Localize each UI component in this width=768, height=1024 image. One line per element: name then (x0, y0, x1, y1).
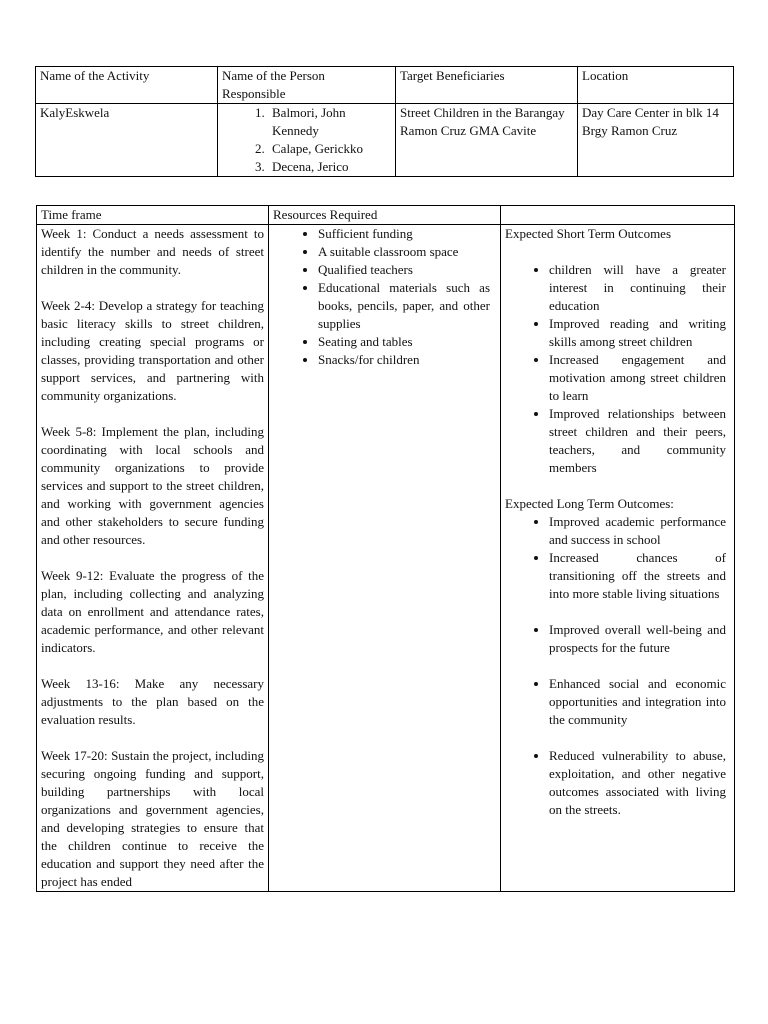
resource-item: • A suitable classroom space (318, 243, 496, 261)
resource-item: • Seating and tables (318, 333, 496, 351)
short-term-item: • Improved relationships between street children and their peers, teachers, and community members (549, 405, 730, 477)
long-term-title: Expected Long Term Outcomes: (505, 496, 674, 511)
header-beneficiaries: Target Beneficiaries (396, 67, 578, 104)
timeframe-item: Week 2-4: Develop a strategy for teaching basic literacy skills to street children, including creating special programs or classes, providing transportation and other support services, and partnering with community organizations. (41, 298, 264, 403)
short-term-item: • Increased engagement and motivation among street children to learn (549, 351, 730, 405)
header-resources: Resources Required (269, 206, 501, 225)
header-location: Location (578, 67, 734, 104)
long-term-item: • Improved overall well-being and prospects for the future (549, 621, 730, 657)
person-item: 1. Balmori, John Kennedy (268, 104, 391, 140)
persons-list (222, 104, 391, 176)
timeframe-item: Week 17-20: Sustain the project, including securing ongoing funding and support, building partnerships with local organizations and government agencies, and developing strategies to ensure that the children continue to receive the education and support they need after the project has ended (41, 748, 264, 889)
timeframe-item: Week 5-8: Implement the plan, including coordinating with local schools and community organizations to provide services and support to the street children, and working with government agencies and other stakeholders to secure funding and other resources. (41, 424, 264, 547)
location-text: Day Care Center in blk 14 Brgy Ramon Cruz (578, 104, 734, 177)
long-term-item: • Reduced vulnerability to abuse, exploitation, and other negative outcomes associated with living on the streets. (549, 747, 730, 819)
header-activity: Name of the Activity (36, 67, 218, 104)
plan-table (36, 205, 735, 892)
timeframe-cell (37, 225, 269, 892)
persons-cell (218, 104, 396, 177)
resource-item: • Educational materials such as books, pencils, paper, and other supplies (318, 279, 496, 333)
short-term-item: • Improved reading and writing skills among street children (549, 315, 730, 351)
resource-item: • Sufficient funding (318, 225, 496, 243)
info-header-row (36, 67, 734, 104)
activity-name: KalyEskwela (36, 104, 218, 177)
person-item: 2. Calape, Gerickko (268, 140, 391, 158)
long-term-item: • Enhanced social and economic opportunities and integration into the community (549, 675, 730, 729)
activity-info-table (35, 66, 734, 177)
info-data-row (36, 104, 734, 177)
resources-list (273, 225, 496, 369)
long-term-list (505, 513, 730, 819)
resources-cell (269, 225, 501, 892)
header-outcomes (501, 206, 735, 225)
resource-item: • Snacks/for children (318, 351, 496, 369)
long-term-item: • Increased chances of transitioning off the streets and into more stable living situations (549, 549, 730, 603)
timeframe-item: Week 13-16: Make any necessary adjustments to the plan based on the evaluation results. (41, 676, 264, 727)
beneficiaries-text: Street Children in the Barangay Ramon Cruz GMA Cavite (396, 104, 578, 177)
header-person: Name of the Person Responsible (218, 67, 396, 104)
long-term-item: • Improved academic performance and success in school (549, 513, 730, 549)
outcomes-cell (501, 225, 735, 892)
timeframe-item: Week 9-12: Evaluate the progress of the plan, including collecting and analyzing data on enrollment and attendance rates, academic performance, and other relevant indicators. (41, 568, 264, 655)
header-timeframe: Time frame (37, 206, 269, 225)
plan-header-row (37, 206, 735, 225)
timeframe-item: Week 1: Conduct a needs assessment to identify the number and needs of street children in the community. (41, 226, 264, 277)
person-item: 3. Decena, Jerico (268, 158, 391, 176)
short-term-item: • children will have a greater interest in continuing their education (549, 261, 730, 315)
resource-item: • Qualified teachers (318, 261, 496, 279)
plan-body-row (37, 225, 735, 892)
short-term-title: Expected Short Term Outcomes (505, 226, 672, 241)
short-term-list (505, 261, 730, 477)
